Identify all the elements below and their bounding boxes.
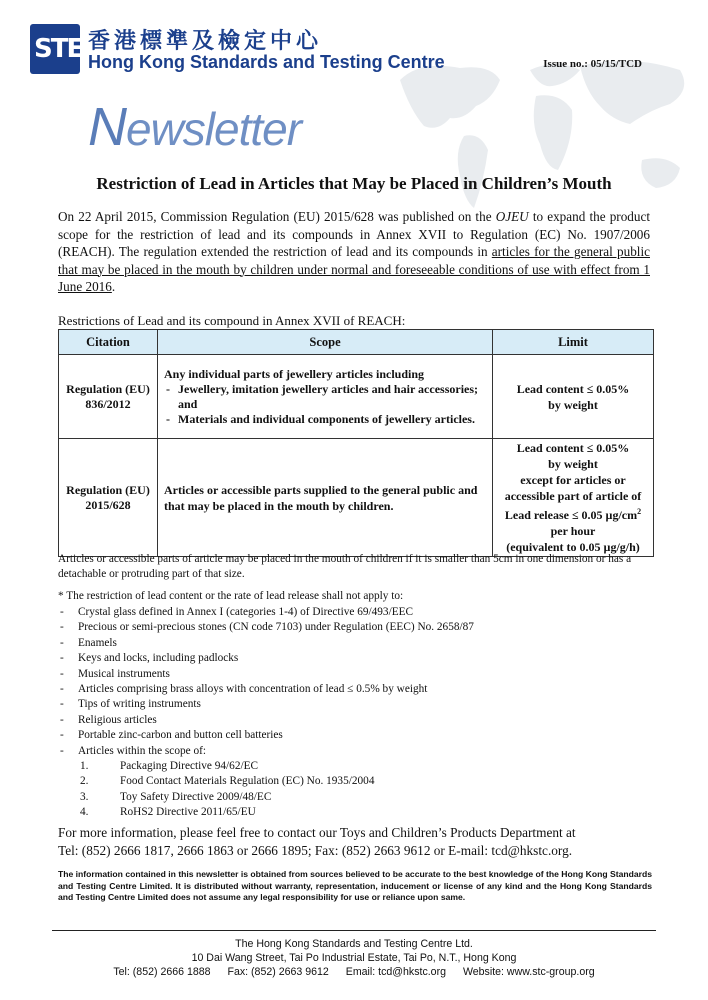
- table-caption: Restrictions of Lead and its compound in Annex XVII of REACH:: [58, 313, 406, 328]
- list-item: - Precious or semi-precious stones (CN code 7103) under Regulation (EEC) No. 2658/87: [60, 621, 474, 634]
- list-item: - Keys and locks, including padlocks: [60, 652, 239, 665]
- list-item: - Musical instruments: [60, 667, 170, 680]
- row1-limit-line2: by weight: [548, 397, 598, 412]
- header-limit: Limit: [493, 330, 654, 355]
- row2-limit-line5: [494, 504, 652, 523]
- directive-text: Packaging Directive 94/62/EC: [120, 760, 259, 772]
- lead-restriction-table: [58, 329, 654, 557]
- exemption-text: Tips of writing instruments: [78, 698, 201, 711]
- list-item: - Materials and individual components of jewellery articles.: [164, 412, 486, 427]
- company-name-chinese: 香港標準及檢定中心: [88, 29, 323, 54]
- row2-scope: Articles or accessible parts supplied to the general public and that may be placed in the mouth by children.: [158, 439, 493, 557]
- list-item: - Portable zinc-carbon and button cell batteries: [60, 729, 283, 742]
- footer-divider: [52, 930, 656, 931]
- exemption-text: Portable zinc-carbon and button cell batteries: [78, 729, 283, 742]
- table-row: [59, 355, 654, 439]
- item-number: 3.: [80, 790, 89, 803]
- item-number: 2.: [80, 775, 89, 788]
- article-title: Restriction of Lead in Articles that May be Placed in Children’s Mouth: [96, 174, 612, 193]
- exemption-text: Crystal glass defined in Annex I (categories 1-4) of Directive 69/493/EEC: [78, 606, 414, 618]
- exemption-text: Religious articles: [78, 713, 157, 726]
- footer-email: Email: tcd@hkstc.org: [345, 965, 446, 978]
- newsletter-banner-rest: ewsletter: [126, 103, 302, 155]
- row2-limit-line6: per hour: [550, 524, 596, 538]
- row2-limit-line1: Lead content ≤ 0.05%: [516, 441, 630, 455]
- intro-text-2: to expand the product scope for the restriction of lead and its compounds in Annex XVII to Regulation (EC) No. 1907/2006 (REACH). The regulation extended the restriction of lead and its compounds in: [58, 209, 650, 259]
- footer-website: Website: www.stc-group.org: [462, 965, 595, 978]
- row1-citation-line2: 836/2012: [85, 396, 131, 411]
- disclaimer: The information contained in this newsletter is obtained from sources believed to be accurate to the best knowledge of the Hong Kong Standards and Testing Centre Limited. It is distributed without warranty, representation, inducement or license of any kind and the Hong Kong Standards and Testing Centre Limited does not assume any legal responsibility for use or reliance upon same.: [58, 869, 653, 902]
- exemptions-title: * The restriction of lead content or the rate of lead release shall not apply to:: [58, 590, 404, 602]
- list-item: [80, 774, 374, 789]
- company-logo-mark: STE: [34, 34, 83, 64]
- footer-fax: Fax: (852) 2663 9612: [227, 965, 329, 978]
- footer-tel: Tel: (852) 2666 1888: [113, 965, 211, 978]
- list-item: - Crystal glass defined in Annex I (categories 1-4) of Directive 69/493/EEC: [60, 606, 414, 618]
- contact-line2: Tel: (852) 2666 1817, 2666 1863 or 2666 1895; Fax: (852) 2663 9612 or E-mail: tcd@hkstc.org.: [58, 842, 573, 858]
- exemption-text: Articles comprising brass alloys with concentration of lead ≤ 0.5% by weight: [78, 683, 428, 696]
- footer-contacts: [0, 966, 708, 980]
- exemption-text: Precious or semi-precious stones (CN code 7103) under Regulation (EEC) No. 2658/87: [78, 621, 474, 634]
- list-item: - Religious articles: [60, 713, 157, 726]
- row2-citation-line2: 2015/628: [85, 497, 131, 512]
- issue-number: Issue no.: 05/15/TCD: [543, 58, 642, 70]
- item-number: 1.: [80, 760, 89, 772]
- scope-directives-list: [80, 759, 374, 821]
- intro-underlined-scope: articles for the general public that may be placed in the mouth by children under normal and foreseeable conditions of use with effect from 1 June 2016: [58, 244, 650, 294]
- row2-citation-line1: Regulation (EU): [66, 482, 150, 497]
- header-scope: Scope: [158, 330, 493, 355]
- row2-limit-line2: by weight: [548, 457, 598, 471]
- list-item: - Articles within the scope of:: [60, 744, 207, 757]
- intro-ojeu: OJEU: [495, 209, 529, 224]
- list-item: - Enamels: [60, 636, 117, 649]
- exemption-text: Enamels: [78, 636, 117, 649]
- list-item: [80, 759, 374, 774]
- exemption-text: Musical instruments: [78, 667, 170, 680]
- directive-text: Toy Safety Directive 2009/48/EC: [120, 790, 272, 803]
- row1-citation-line1: Regulation (EU): [66, 381, 150, 396]
- table-row: [59, 439, 654, 557]
- row1-scope-list: [164, 382, 486, 427]
- company-name-english: Hong Kong Standards and Testing Centre: [88, 52, 445, 72]
- row1-scope-intro: Any individual parts of jewellery articles including: [164, 366, 425, 381]
- intro-text-3: .: [111, 279, 116, 294]
- row2-limit: [493, 439, 654, 557]
- list-item: - Jewellery, imitation jewellery articles and hair accessories; and: [164, 382, 486, 412]
- unit-superscript: 2: [637, 507, 642, 516]
- directive-text: RoHS2 Directive 2011/65/EU: [120, 806, 256, 819]
- row2-citation: [59, 439, 158, 557]
- row1-scope: [158, 355, 493, 439]
- footer-company: The Hong Kong Standards and Testing Centre Ltd.: [235, 938, 473, 950]
- lead-release-limit: Lead release ≤ 0.05 µg/cm: [504, 508, 638, 522]
- intro-text-1: On 22 April 2015, Commission Regulation (EU) 2015/628 was published on the: [58, 209, 496, 224]
- footer: [0, 938, 708, 979]
- row2-limit-line4: accessible part of article of: [504, 489, 642, 503]
- item-number: 4.: [80, 806, 89, 819]
- intro-paragraph: [58, 208, 650, 296]
- newsletter-banner: [88, 96, 301, 158]
- row1-citation: [59, 355, 158, 439]
- row2-limit-line7: (equivalent to 0.05 µg/g/h): [506, 540, 640, 554]
- list-item: - Articles comprising brass alloys with concentration of lead ≤ 0.5% by weight: [60, 683, 428, 696]
- list-item: [80, 790, 374, 805]
- contact-line1: For more information, please feel free to contact our Toys and Children’s Products Department at: [58, 825, 576, 840]
- exemption-text: Articles within the scope of:: [78, 744, 207, 757]
- list-item: - Tips of writing instruments: [60, 698, 201, 711]
- row2-limit-line3: except for articles or: [520, 473, 626, 487]
- table-header-row: [59, 330, 654, 355]
- row1-limit-line1: Lead content ≤ 0.05%: [516, 381, 630, 396]
- contact-info: [58, 824, 658, 859]
- list-item: [80, 805, 374, 820]
- header-citation: Citation: [59, 330, 158, 355]
- exemption-text: Keys and locks, including padlocks: [78, 652, 239, 665]
- row1-limit: [493, 355, 654, 439]
- size-note: Articles or accessible parts of article may be placed in the mouth of children if it is smaller than 5cm in one dimension or has a detachable or protruding part of that size.: [58, 553, 632, 580]
- newsletter-banner-initial: N: [88, 97, 126, 157]
- exemptions-list: [60, 605, 474, 759]
- directive-text: Food Contact Materials Regulation (EC) No. 1935/2004: [120, 775, 375, 788]
- footer-address: 10 Dai Wang Street, Tai Po Industrial Estate, Tai Po, N.T., Hong Kong: [191, 951, 517, 964]
